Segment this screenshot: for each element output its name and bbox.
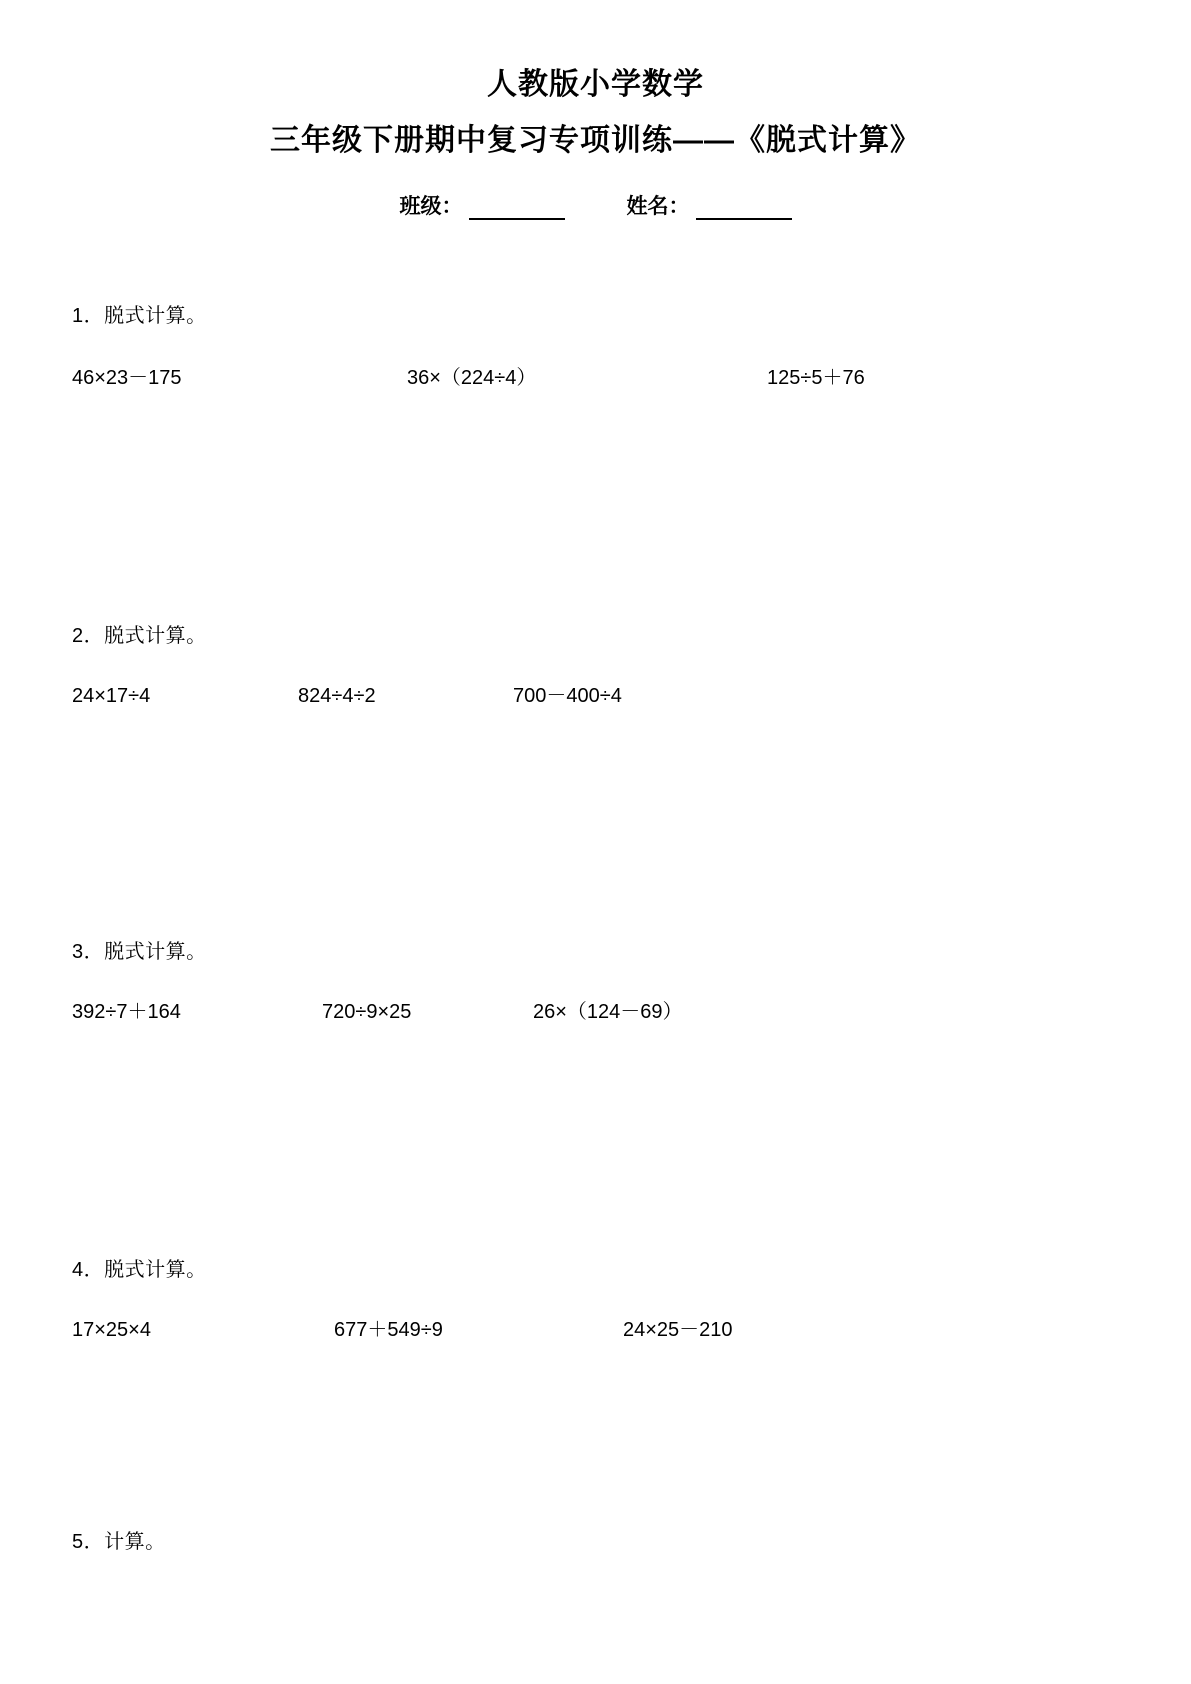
problem-2-2: 824÷4÷2 <box>298 685 376 707</box>
name-field <box>627 190 792 220</box>
problem-4-2: 677＋549÷9 <box>334 1319 443 1341</box>
section-5-heading: 5．计算。 <box>72 1531 166 1553</box>
section-4 <box>72 1256 1119 1350</box>
section-3 <box>72 938 1119 1032</box>
section-2 <box>72 622 1119 716</box>
class-input-blank[interactable] <box>469 198 565 220</box>
problem-4-1: 17×25×4 <box>72 1319 151 1341</box>
section-1-problems <box>72 358 1119 398</box>
name-input-blank[interactable] <box>696 198 792 220</box>
document-title-block <box>72 62 1119 164</box>
problem-2-1: 24×17÷4 <box>72 685 151 707</box>
section-2-problems <box>72 676 1119 716</box>
class-label: 班级： <box>399 195 463 218</box>
section-4-heading: 4．脱式计算。 <box>72 1259 207 1281</box>
problem-4-3: 24×25－210 <box>623 1319 733 1341</box>
section-1-heading: 1．脱式计算。 <box>72 305 207 327</box>
section-3-problems <box>72 992 1119 1032</box>
section-1 <box>72 302 1119 398</box>
class-field <box>400 190 565 220</box>
problem-1-1: 46×23－175 <box>72 367 182 389</box>
section-4-problems <box>72 1310 1119 1350</box>
problem-1-3: 125÷5＋76 <box>767 367 865 389</box>
problem-3-1: 392÷7＋164 <box>72 1001 181 1023</box>
problem-2-3: 700－400÷4 <box>513 685 622 707</box>
section-5 <box>72 1528 1119 1556</box>
page-title-line-2: 三年级下册期中复习专项训练——《脱式计算》 <box>270 124 921 157</box>
problem-3-2: 720÷9×25 <box>322 1001 412 1023</box>
problem-1-2: 36×（224÷4） <box>407 367 537 389</box>
problem-3-3: 26×（124－69） <box>533 1001 683 1023</box>
name-label: 姓名： <box>626 195 690 218</box>
section-3-heading: 3．脱式计算。 <box>72 941 207 963</box>
student-info-row <box>72 190 1119 220</box>
section-2-heading: 2．脱式计算。 <box>72 625 207 647</box>
page-title-line-1: 人教版小学数学 <box>487 68 704 101</box>
